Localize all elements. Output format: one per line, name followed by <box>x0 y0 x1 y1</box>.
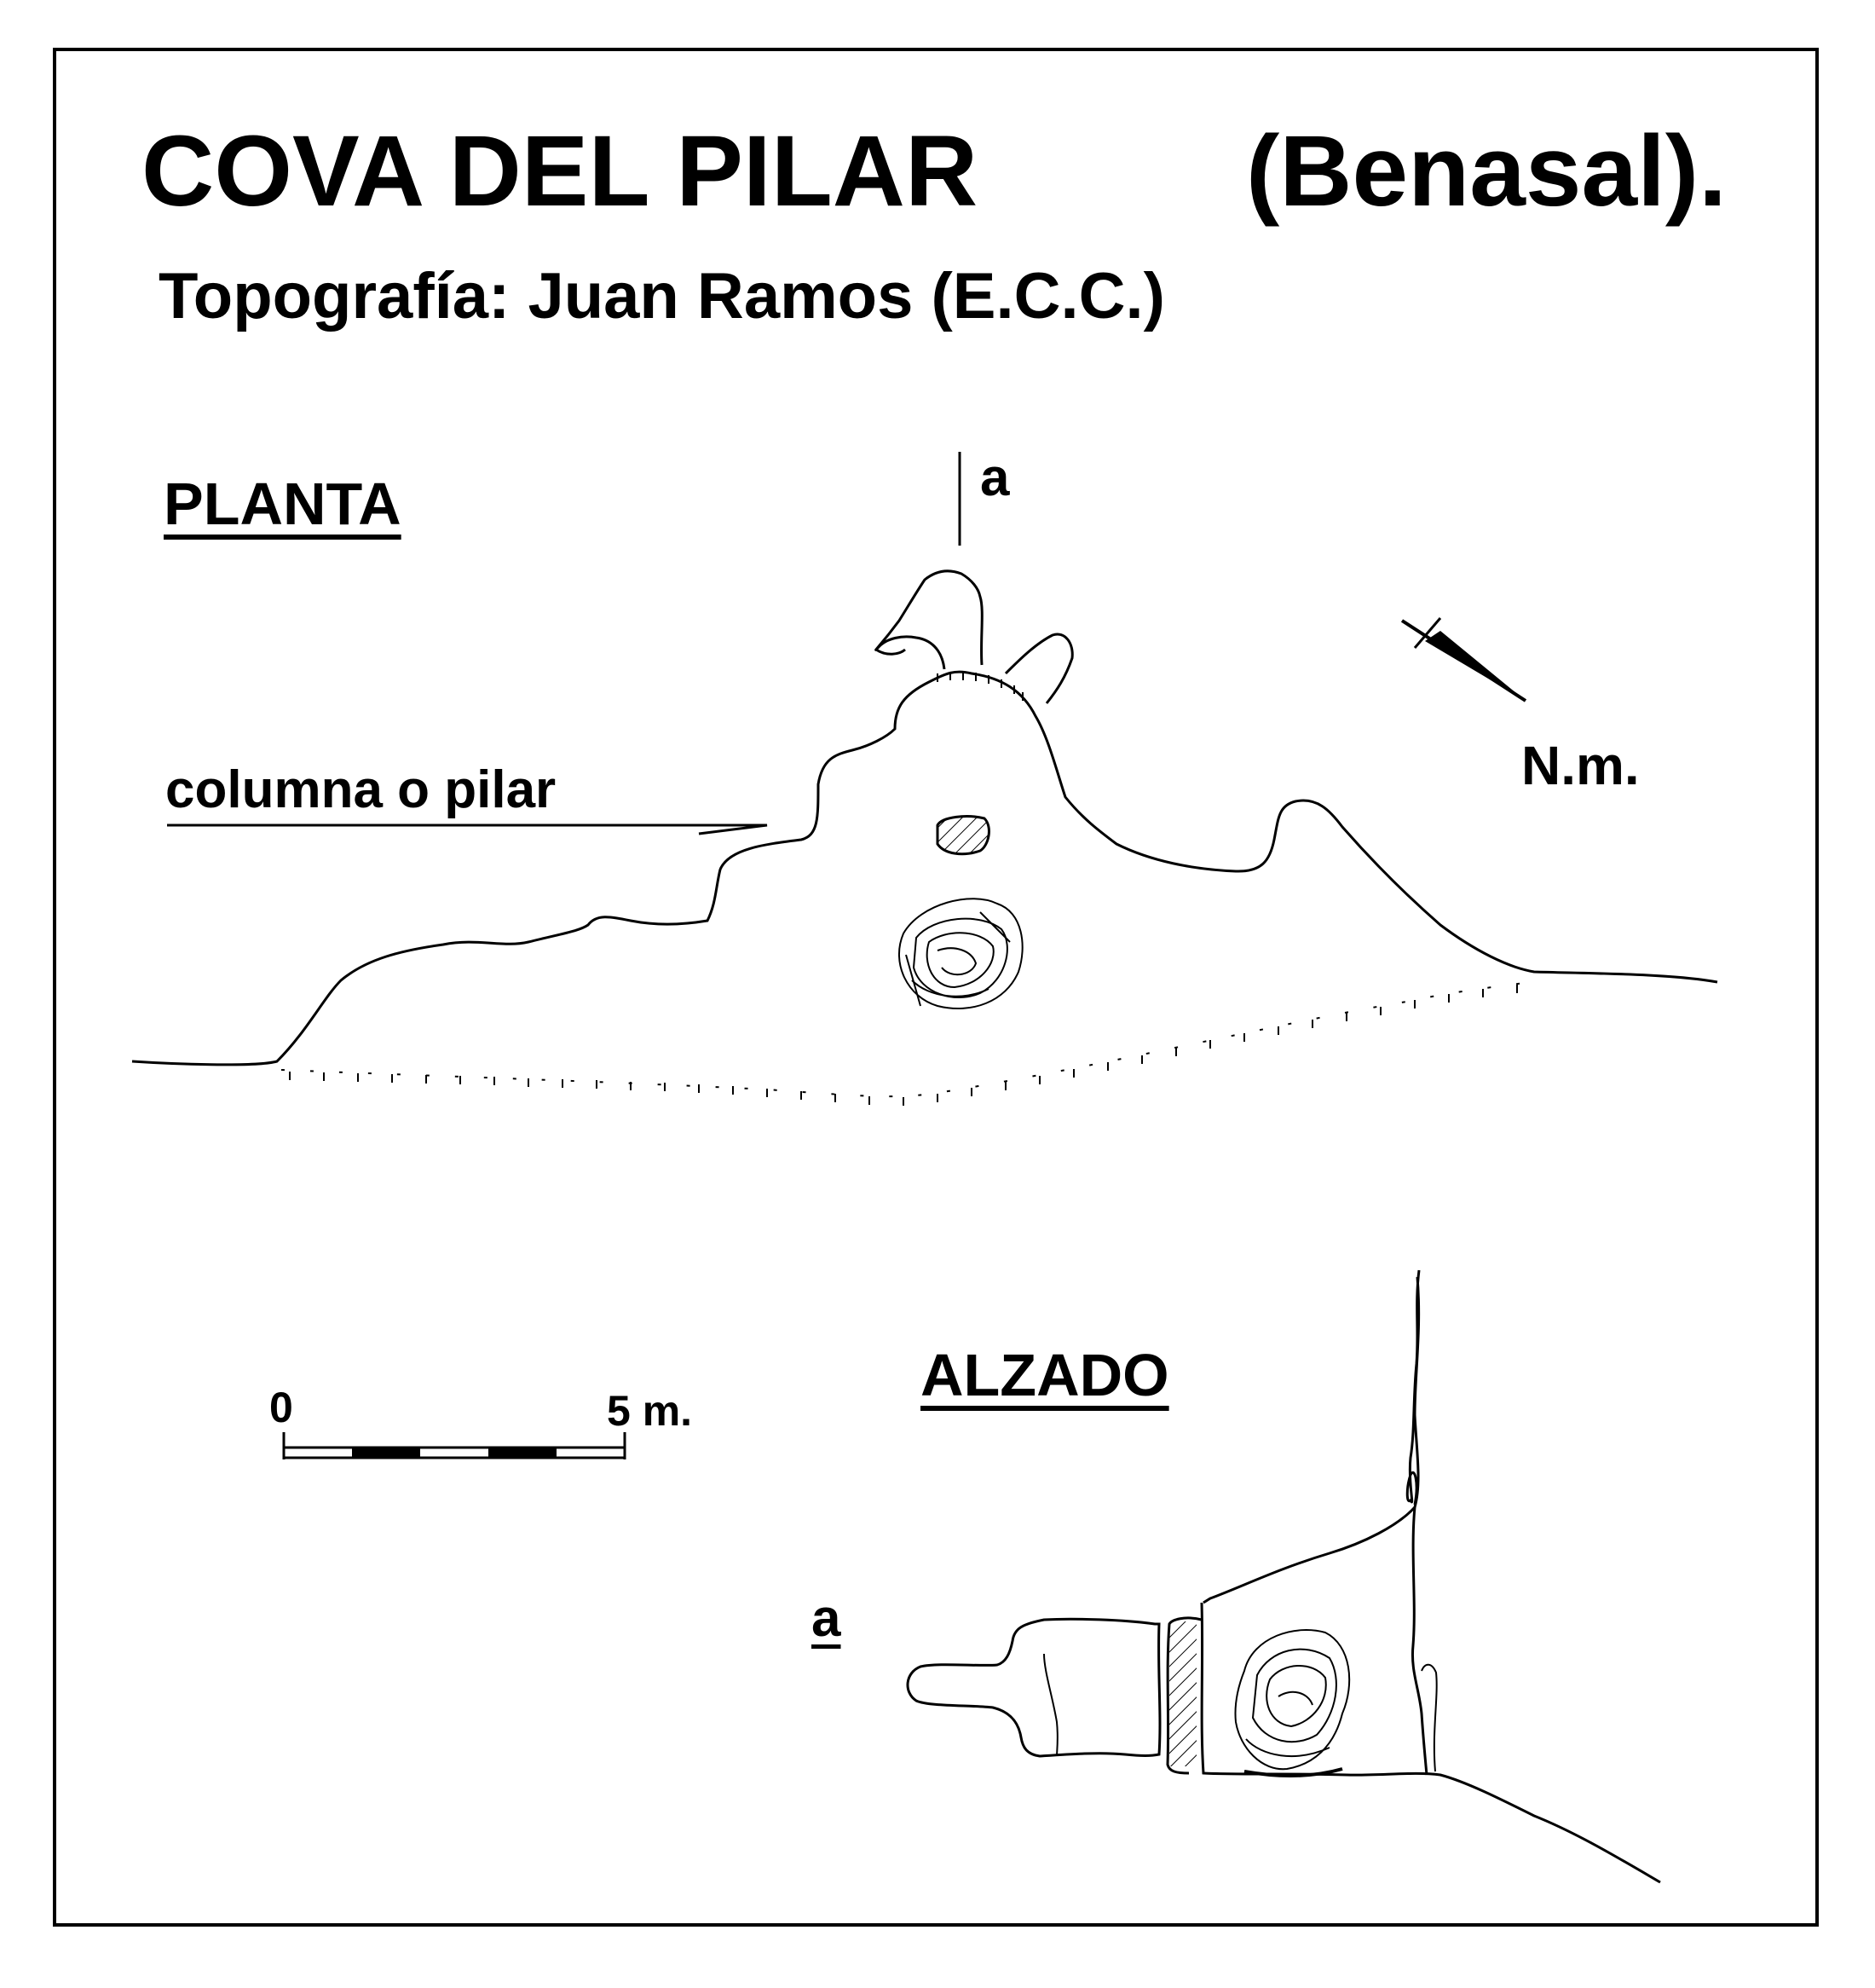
survey-credit: Topografía: Juan Ramos (E.C.C.) <box>159 260 1165 332</box>
elevation-boulder <box>1235 1630 1349 1776</box>
plan-heading: PLANTA <box>164 471 401 537</box>
plan-cave-outline <box>132 672 1717 1065</box>
north-arrow <box>1402 618 1526 701</box>
column-symbol <box>938 817 989 854</box>
plan-dripline <box>281 980 1543 1096</box>
column-pointer <box>167 825 767 834</box>
scale-bar <box>284 1432 625 1459</box>
plan-side-passage <box>1006 634 1072 703</box>
section-mark-elevation: a <box>811 1589 841 1648</box>
elevation-entrance-passage <box>908 1619 1160 1756</box>
north-label: N.m. <box>1521 735 1640 796</box>
elevation-back-wall <box>1412 1507 1427 1775</box>
elevation-heading: ALZADO <box>920 1342 1169 1408</box>
scale-start-label: 0 <box>269 1384 293 1431</box>
elevation-floor <box>1202 1603 1660 1882</box>
elevation-roof <box>1203 1277 1419 1603</box>
column-label: columna o pilar <box>165 760 557 819</box>
cave-title: COVA DEL PILAR <box>141 115 978 228</box>
section-mark-plan: a <box>980 448 1010 507</box>
scale-end-label: 5 m. <box>607 1387 693 1435</box>
plan-boulder <box>899 899 1023 1008</box>
elevation-hatched-wall <box>1169 1621 1197 1766</box>
cave-location: (Benasal). <box>1246 115 1727 228</box>
